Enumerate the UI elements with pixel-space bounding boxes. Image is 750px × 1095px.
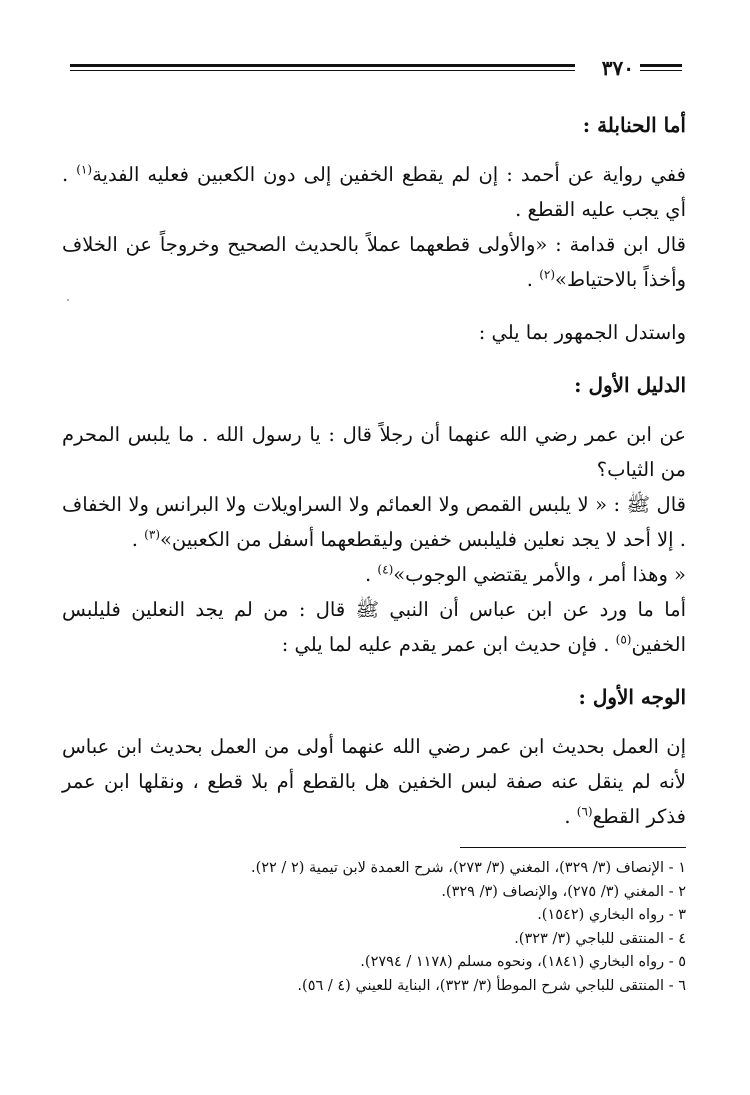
paragraph-ahmad-narration xyxy=(62,157,686,227)
paragraph-text: إن العمل بحديث ابن عمر رضي الله عنهما أولى من العمل بحديث ابن عباس لأنه لم ينقل عنه صفة لبس الخفين هل بالقطع أم بلا قطع ، ونقلها ابن عمر فذكر القطع xyxy=(62,735,686,828)
heading-first-aspect: الوجه الأول : xyxy=(578,685,686,709)
footnote-ref-4[interactable]: (٤) xyxy=(377,562,394,577)
header-rule-right xyxy=(640,64,682,71)
paragraph-text: ففي رواية عن أحمد : إن لم يقطع الخفين إلى دون الكعبين فعليه الفدية xyxy=(92,163,686,186)
paragraph-tail: . xyxy=(526,268,540,291)
paragraph-text: قال ﷺ : « لا يلبس القمص ولا العمائم ولا السراويلات ولا البرانس ولا الخفاف . إلا أحد لا يجد نعلين فليلبس خفين وليقطعهما أسفل من الكعبين» xyxy=(62,493,686,551)
footnote-ref-3[interactable]: (٣) xyxy=(144,527,160,542)
footnotes xyxy=(150,857,686,998)
paragraph-tail: . xyxy=(564,805,577,828)
paragraph-tail: . فإن حديث ابن عمر يقدم عليه لما يلي : xyxy=(281,633,616,656)
paragraph-first-aspect xyxy=(62,729,686,834)
paragraph-jumhur: واستدل الجمهور بما يلي : xyxy=(478,321,686,344)
heading-first-evidence: الدليل الأول : xyxy=(574,373,686,397)
footnote-ref-5[interactable]: (٥) xyxy=(615,632,632,647)
paragraph-text: قال ابن قدامة : «والأولى قطعهما عملاً بالحديث الصحيح وخروجاً عن الخلاف وأخذاً بالاحتياط» xyxy=(62,233,686,291)
main-text xyxy=(62,108,686,834)
paragraph-text: أما ما ورد عن ابن عباس أن النبي ﷺ قال : من لم يجد النعلين فليلبس الخفين xyxy=(62,598,686,656)
page-number: ٣٧٠ xyxy=(598,55,638,81)
footnote-separator xyxy=(460,847,686,848)
paragraph-command xyxy=(62,557,686,592)
paragraph-tail: . xyxy=(131,528,145,551)
footnote-2: ٢ - المغني (٣/ ٢٧٥)، والإنصاف (٣/ ٣٢٩). xyxy=(441,883,686,900)
paragraph-ibn-umar-question: عن ابن عمر رضي الله عنهما أن رجلاً قال : يا رسول الله . ما يلبس المحرم من الثياب؟ xyxy=(62,423,686,481)
footnote-5: ٥ - رواه البخاري (١٨٤١)، ونحوه مسلم (١١٧٨ / ٢٧٩٤). xyxy=(360,954,686,970)
paragraph-hadith xyxy=(62,487,686,557)
paragraph-ibn-abbas xyxy=(62,592,686,662)
heading-hanabila: أما الحنابلة : xyxy=(582,113,686,137)
footnote-ref-6[interactable]: (٦) xyxy=(576,804,593,819)
paragraph-text: « وهذا أمر ، والأمر يقتضي الوجوب» xyxy=(393,563,686,586)
paragraph-ibn-qudama xyxy=(62,227,686,297)
header-rule-left xyxy=(70,64,575,71)
footnote-3: ٣ - رواه البخاري (١٥٤٢). xyxy=(537,907,686,923)
footnote-ref-1[interactable]: (١) xyxy=(76,162,93,177)
footnote-1: ١ - الإنصاف (٣/ ٣٢٩)، المغني (٣/ ٢٧٣)، شرح العمدة لابن تيمية (٢ / ٢٢). xyxy=(250,860,686,876)
paragraph-tail: . xyxy=(365,563,378,586)
paragraph-tail: . أي يجب عليه القطع . xyxy=(62,163,686,221)
footnote-ref-2[interactable]: (٢) xyxy=(539,267,556,282)
footnote-6: ٦ - المنتقى للباجي شرح الموطأ (٣/ ٣٢٣)، البناية للعيني (٤ / ٥٦). xyxy=(297,977,686,994)
footnote-4: ٤ - المنتقى للباجي (٣/ ٣٢٣). xyxy=(514,930,686,947)
